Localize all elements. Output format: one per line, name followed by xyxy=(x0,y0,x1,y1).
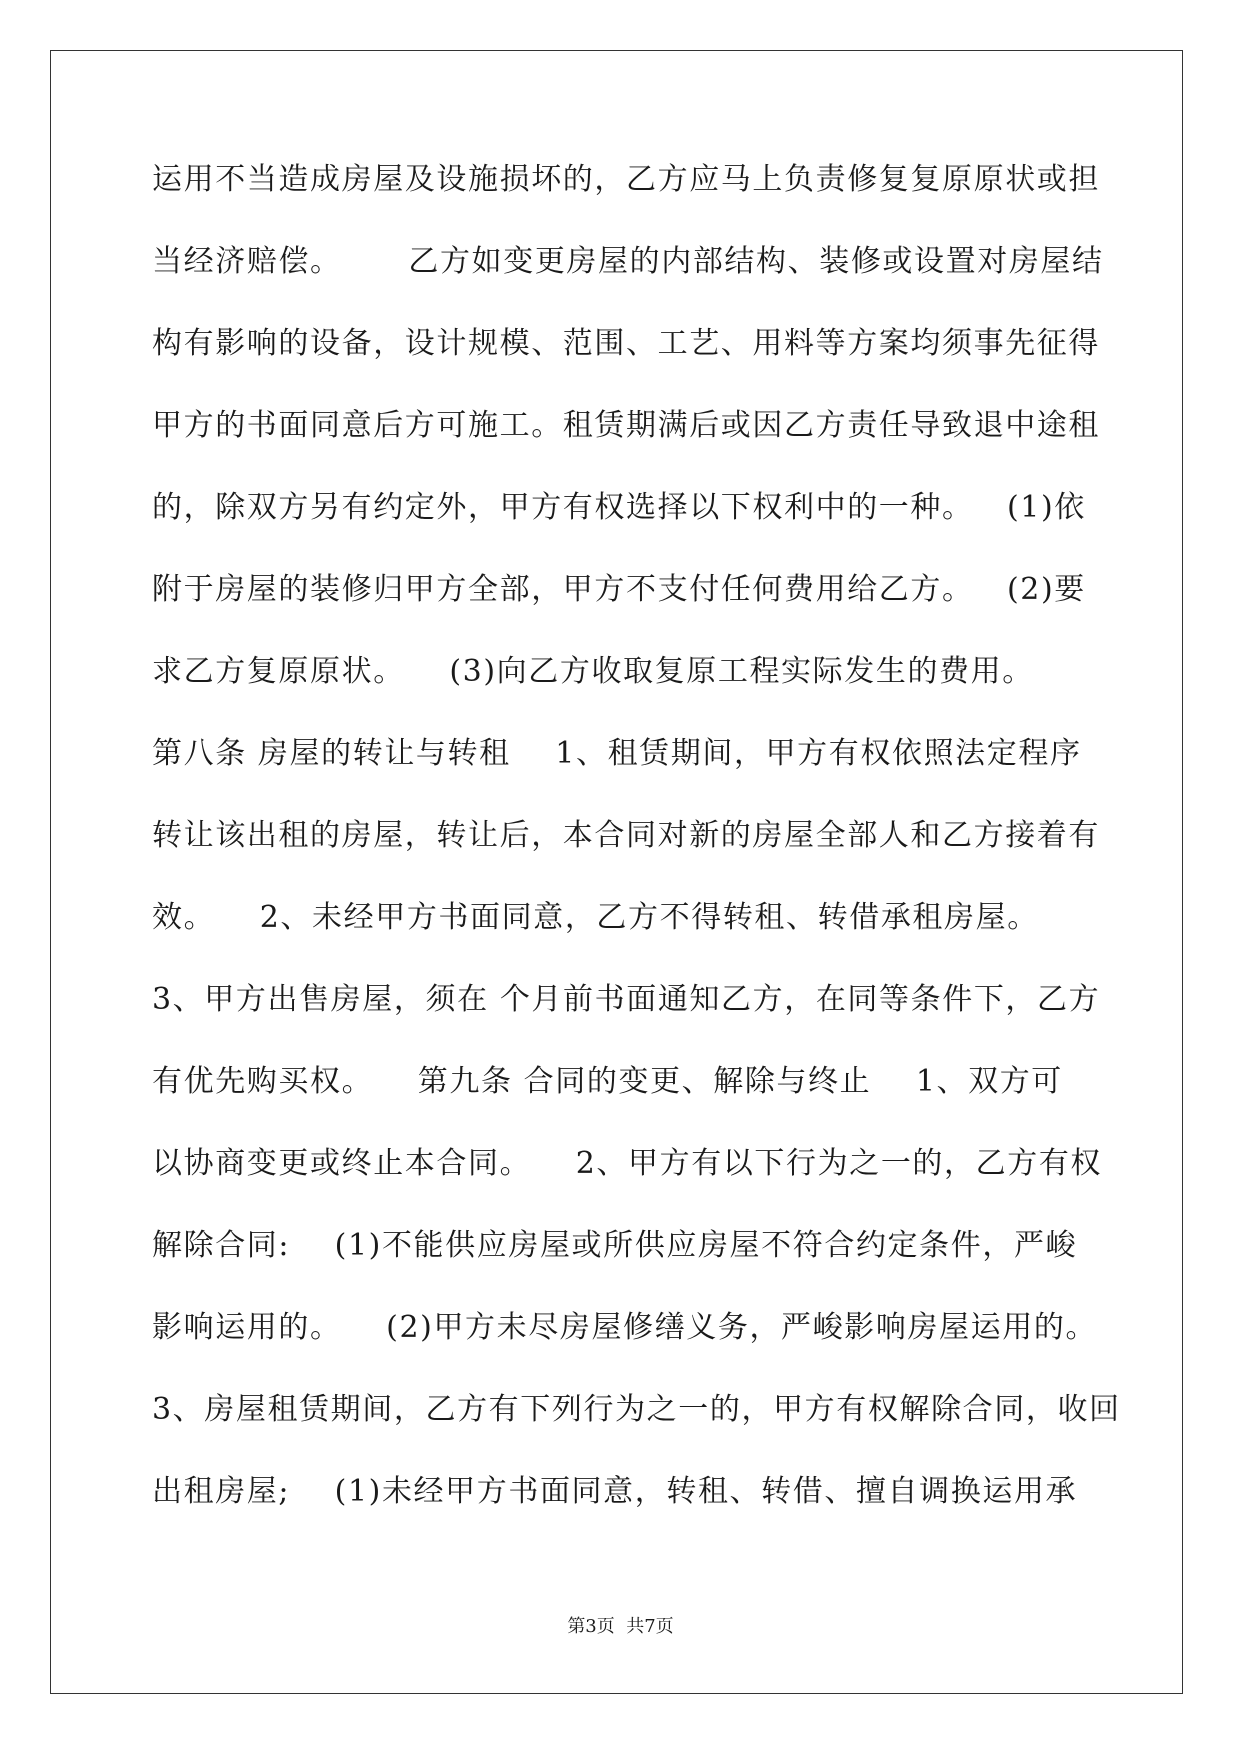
text-line: 构有影响的设备，设计规模、范围、工艺、用料等方案均须事先征得 xyxy=(152,326,1100,361)
text-line: 的，除双方另有约定外，甲方有权选择以下权利中的一种。 (1)依 xyxy=(152,490,1086,525)
text-line: 甲方的书面同意后方可施工。租赁期满后或因乙方责任导致退中途租 xyxy=(152,408,1100,443)
text-line: 附于房屋的装修归甲方全部，甲方不支付任何费用给乙方。 (2)要 xyxy=(152,572,1086,607)
text-line: 有优先购买权。 第九条 合同的变更、解除与终止 1、双方可 xyxy=(152,1064,1063,1099)
text-line: 影响运用的。 (2)甲方未尽房屋修缮义务，严峻影响房屋运用的。 xyxy=(152,1310,1098,1345)
text-line: 当经济赔偿。 乙方如变更房屋的内部结构、装修或设置对房屋结 xyxy=(152,244,1104,279)
document-body xyxy=(152,160,1121,1554)
text-line: 第八条 房屋的转让与转租 1、租赁期间，甲方有权依照法定程序 xyxy=(152,736,1082,771)
text-line: 出租房屋; (1)未经甲方书面同意，转租、转借、擅自调换运用承 xyxy=(152,1474,1078,1509)
text-line: 求乙方复原原状。 (3)向乙方收取复原工程实际发生的费用。 xyxy=(152,654,1034,689)
text-line: 转让该出租的房屋，转让后，本合同对新的房屋全部人和乙方接着有 xyxy=(152,818,1100,853)
text-line: 3、甲方出售房屋，须在 个月前书面通知乙方，在同等条件下，乙方 xyxy=(152,982,1101,1017)
text-line: 运用不当造成房屋及设施损坏的，乙方应马上负责修复复原原状或担 xyxy=(152,162,1100,197)
text-line: 以协商变更或终止本合同。 2、甲方有以下行为之一的，乙方有权 xyxy=(152,1146,1103,1181)
text-line: 效。 2、未经甲方书面同意，乙方不得转租、转借承租房屋。 xyxy=(152,900,1039,935)
text-line: 3、房屋租赁期间，乙方有下列行为之一的，甲方有权解除合同，收回 xyxy=(152,1392,1121,1427)
text-line: 解除合同: (1)不能供应房屋或所供应房屋不符合约定条件，严峻 xyxy=(152,1228,1078,1263)
page-number-footer: 第3页 共7页 xyxy=(567,1616,674,1637)
